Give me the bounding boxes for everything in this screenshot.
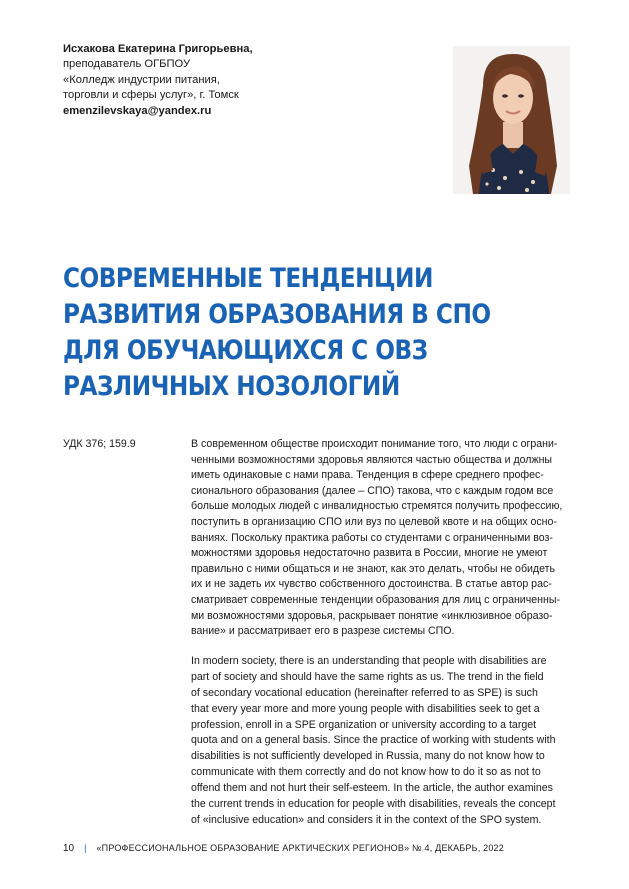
author-organization-line-1: «Колледж индустрии питания, [63,73,220,86]
abstract-line: offend them and not hurt their self-esteem. In the article, the author examines [191,782,553,795]
abstract-line: ми возможностями здоровья, раскрывает понятие «инклюзивное образо- [191,609,553,622]
abstract-line: ваниях. Поскольку практика работы со студентами с ограниченными воз- [191,531,553,544]
author-photo [453,46,570,194]
abstract-line: In modern society, there is an understanding that people with disabilities are [191,655,547,667]
page-number: 10 [63,843,75,854]
abstract-line: поступить в организацию СПО или вуз по целевой квоте и на общих осно- [191,515,557,528]
author-name: Исхакова Екатерина Григорьевна, [63,43,253,55]
author-email[interactable]: emenzilevskaya@yandex.ru [63,104,212,117]
abstract-russian [191,437,571,640]
abstract-english [191,654,571,829]
abstract-line: communicate with them correctly and do not know how to do it so as not to [191,766,541,779]
abstract-line: иметь одинаковые с нами права. Тенденция в сфере среднего профес- [191,469,544,482]
udk-code: УДК 376; 159.9 [63,438,136,450]
page-footer [63,842,583,855]
abstract-line: правильно с ними общаться и не знают, как это делать, чтобы не обидеть [191,562,556,575]
author-position: преподаватель ОГБПОУ [63,58,191,71]
abstract-line: profession, enroll in a SPE organization or university according to a target [191,718,537,731]
article-title [63,261,493,405]
abstract-line: вание» и рассматривает его в разрезе системы СПО. [191,625,455,638]
abstract-line: В современном обществе происходит понимание того, что люди с ограни- [191,438,558,450]
abstract-line: сматривает современные тенденции образования для лиц с ограниченны- [191,593,560,606]
title-line: РАЗЛИЧНЫХ НОЗОЛОГИЙ [63,371,400,402]
abstract-line: их и не задеть их чувство собственного достоинства. В статье автор рас- [191,578,552,591]
abstract-line: part of society and should have the same rights as us. The trend in the field [191,670,544,683]
abstract-line: disabilities is not sufficiently developed in Russia, many do not know how to [191,750,545,763]
abstract-line: сионального образования (далее – СПО) такова, что с каждым годом все [191,484,554,497]
title-line: РАЗВИТИЯ ОБРАЗОВАНИЯ В СПО [63,299,491,330]
abstract-line: that every year more and more young people with disabilities seek to get a [191,702,540,715]
abstract-line: of «inclusive education» and considers it in the context of the SPO system. [191,813,542,826]
author-info [63,42,423,119]
footer-separator: | [84,843,87,853]
author-organization-line-2: торговли и сферы услуг», г. Томск [63,89,239,102]
abstract-line: the current trends in education for people with disabilities, reveals the concept [191,798,556,811]
abstract-line: можностями здоровья недостаточно развита в России, многие не умеют [191,547,548,560]
abstract-line: больше молодых людей с инвалидностью стремятся получить профессию, [191,500,563,513]
abstract-line: quota and on a general basis. Since the practice of working with students with [191,734,556,747]
title-line: ДЛЯ ОБУЧАЮЩИХСЯ С ОВЗ [63,335,428,366]
journal-name: «ПРОФЕССИОНАЛЬНОЕ ОБРАЗОВАНИЕ АРКТИЧЕСКИХ РЕГИОНОВ» № 4, ДЕКАБРЬ, 2022 [96,843,504,853]
abstract-line: ченными возможностями здоровья являются частью общества и должны [191,453,553,466]
title-line: СОВРЕМЕННЫЕ ТЕНДЕНЦИИ [63,263,433,294]
author-portrait-image [453,46,570,194]
abstract-line: of secondary vocational education (hereinafter referred to as SPE) is such [191,686,538,699]
